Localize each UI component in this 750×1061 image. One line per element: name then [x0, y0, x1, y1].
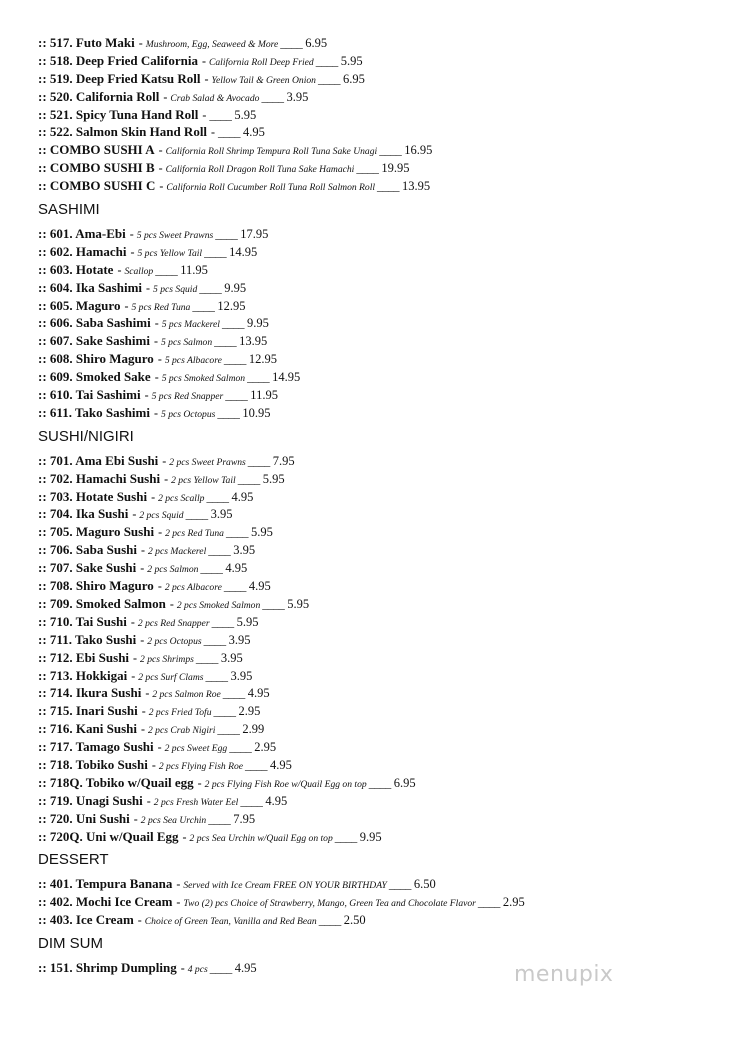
menu-item [38, 756, 738, 774]
item-name: :: 701. Ama Ebi Sushi [38, 452, 159, 468]
item-name: :: 607. Sake Sashimi [38, 333, 150, 349]
item-description: 5 pcs Red Tuna [131, 301, 191, 313]
price-leader: ____ [317, 71, 340, 86]
item-description: 5 pcs Albacore [164, 355, 222, 367]
item-name: :: 706. Saba Sushi [38, 542, 137, 558]
menu-item [38, 123, 738, 141]
menu-item [38, 631, 738, 649]
item-price: 10.95 [242, 405, 271, 420]
item-separator: - [154, 405, 158, 420]
item-price: 17.95 [240, 227, 269, 242]
item-description: Crab Salad & Avocado [170, 92, 260, 104]
item-price: 16.95 [404, 143, 433, 158]
menu-item [38, 875, 738, 893]
price-leader: ____ [185, 507, 208, 522]
menu-item [38, 368, 738, 386]
item-separator: - [180, 961, 185, 976]
item-separator: - [201, 53, 206, 68]
menu-item [38, 893, 738, 911]
item-price: 3.95 [220, 650, 243, 665]
item-separator: - [129, 227, 134, 242]
price-leader: ____ [240, 793, 263, 808]
price-leader: ____ [217, 722, 240, 737]
item-name: :: 720. Uni Sushi [38, 810, 130, 826]
item-price: 4.95 [247, 686, 270, 701]
item-separator: - [144, 388, 149, 403]
item-price: 14.95 [229, 244, 258, 259]
section-heading: SASHIMI [38, 201, 100, 219]
item-description: 2 pcs Sea Urchin [140, 814, 207, 826]
menu-item [38, 297, 738, 315]
menu-item [38, 404, 738, 422]
price-leader: ____ [199, 280, 222, 295]
item-name: :: COMBO SUSHI A [38, 142, 155, 158]
item-price: 6.95 [342, 71, 365, 86]
item-description: Served with Ice Cream FREE ON YOUR BIRTHDAY [183, 880, 387, 892]
price-leader: ____ [203, 632, 226, 647]
item-description: 2 pcs Shrimps [140, 653, 194, 665]
item-price: 11.95 [250, 388, 278, 403]
item-name: :: 521. Spicy Tuna Hand Roll [38, 106, 199, 122]
item-price: 2.50 [343, 913, 366, 928]
item-description: 2 pcs Squid [139, 510, 184, 522]
item-price: 5.95 [262, 471, 285, 486]
menu-item [38, 243, 738, 261]
menu-item [38, 523, 738, 541]
item-separator: - [137, 913, 142, 928]
menu-item [38, 225, 738, 243]
item-price: 5.95 [234, 107, 257, 122]
item-price: 7.95 [233, 811, 256, 826]
item-separator: - [154, 316, 159, 331]
item-name: :: 708. Shiro Maguro [38, 578, 154, 594]
price-leader: ____ [334, 829, 357, 844]
menu-item [38, 70, 738, 88]
price-leader: ____ [379, 143, 402, 158]
item-separator: - [153, 334, 158, 349]
item-description: 5 pcs Sweet Prawns [136, 230, 214, 242]
menu-item [38, 488, 738, 506]
menu-item [38, 177, 738, 195]
item-name: :: 720Q. Uni w/Quail Egg [38, 828, 179, 844]
item-description: 2 pcs Smoked Salmon [176, 599, 261, 611]
item-price: 4.95 [234, 961, 257, 976]
menu-item [38, 452, 738, 470]
menu-item [38, 810, 738, 828]
item-separator: - [157, 352, 162, 367]
item-description: 2 pcs Mackerel [147, 546, 207, 558]
item-description: Mushroom, Egg, Seaweed & More [145, 39, 279, 50]
item-price: 3.95 [228, 632, 251, 647]
item-description: 2 pcs Red Tuna [165, 528, 224, 540]
item-price: 3.95 [233, 543, 256, 558]
item-description: 2 pcs Flying Fish Roe [158, 760, 244, 772]
item-name: :: 704. Ika Sushi [38, 506, 129, 522]
price-leader: ____ [247, 370, 270, 385]
menu-item [38, 649, 738, 667]
item-name: :: 717. Tamago Sushi [38, 739, 154, 755]
item-name: :: 709. Smoked Salmon [38, 595, 166, 611]
price-leader: ____ [214, 334, 237, 349]
item-name: :: 719. Unagi Sushi [38, 792, 143, 808]
item-separator: - [132, 507, 137, 522]
section-heading: DESSERT [38, 851, 109, 869]
price-leader: ____ [245, 757, 268, 772]
item-description: Choice of Green Tean, Vanilla and Red Bean [144, 916, 317, 928]
menu-item [38, 720, 738, 738]
item-price: 6.95 [393, 775, 416, 790]
item-separator: - [133, 650, 138, 665]
item-name: :: 609. Smoked Sake [38, 369, 151, 385]
menu-item [38, 774, 738, 792]
item-separator: - [162, 453, 167, 468]
item-price: 3.95 [210, 507, 233, 522]
item-separator: - [117, 262, 122, 277]
item-price: 4.95 [265, 793, 288, 808]
item-price: 2.95 [254, 740, 277, 755]
item-name: :: 703. Hotate Sushi [38, 488, 148, 504]
item-description: 2 pcs Fried Tofu [148, 707, 212, 719]
menu-item [38, 88, 738, 106]
item-separator: - [176, 877, 181, 892]
item-name: :: 401. Tempura Banana [38, 876, 173, 892]
item-price: 12.95 [217, 298, 246, 313]
menu-item [38, 959, 738, 977]
item-name: :: 606. Saba Sashimi [38, 315, 151, 331]
item-name: :: 403. Ice Cream [38, 912, 134, 928]
menu-item [38, 505, 738, 523]
item-description: Two (2) pcs Choice of Strawberry, Mango, Green Tea and Chocolate Flavor [183, 898, 476, 910]
price-leader: ____ [208, 543, 231, 558]
price-leader: ____ [477, 895, 500, 910]
section-heading: DIM SUM [38, 935, 103, 953]
item-price: 5.95 [236, 614, 259, 629]
item-description: 2 pcs Salmon Roe [152, 689, 221, 701]
item-price: 2.95 [238, 704, 261, 719]
item-separator: - [140, 543, 145, 558]
price-leader: ____ [218, 125, 241, 140]
menu-item [38, 541, 738, 559]
item-price: 3.95 [286, 89, 309, 104]
item-description: 2 pcs Sea Urchin w/Quail Egg on top [189, 832, 333, 844]
price-leader: ____ [206, 489, 229, 504]
price-leader: ____ [205, 668, 228, 683]
item-description: 5 pcs Smoked Salmon [161, 373, 246, 385]
item-price: 7.95 [272, 453, 295, 468]
item-name: :: 520. California Roll [38, 88, 160, 104]
item-name: :: COMBO SUSHI C [38, 178, 156, 194]
menupix-watermark: menupix [514, 962, 614, 987]
item-separator: - [202, 107, 207, 122]
price-leader: ____ [377, 179, 400, 194]
price-leader: ____ [225, 525, 248, 540]
item-name: :: 710. Tai Sushi [38, 613, 127, 629]
price-leader: ____ [217, 405, 240, 420]
item-separator: - [140, 722, 145, 737]
item-separator: - [164, 471, 169, 486]
item-price: 2.99 [242, 722, 265, 737]
item-name: :: 602. Hamachi [38, 243, 127, 259]
item-name: :: 712. Ebi Sushi [38, 649, 130, 665]
item-price: 3.95 [230, 668, 253, 683]
item-name: :: 517. Futo Maki [38, 35, 135, 50]
item-separator: - [124, 298, 129, 313]
item-price: 9.95 [359, 829, 382, 844]
price-leader: ____ [215, 227, 238, 242]
price-leader: ____ [155, 262, 178, 277]
item-separator: - [159, 179, 164, 194]
menu-item [38, 386, 738, 404]
menu-item [38, 314, 738, 332]
item-price: 9.95 [246, 316, 269, 331]
item-name: :: 714. Ikura Sushi [38, 685, 142, 701]
price-leader: ____ [200, 561, 223, 576]
item-description: 5 pcs Salmon [160, 337, 213, 349]
item-separator: - [176, 895, 181, 910]
item-price: 12.95 [248, 352, 277, 367]
price-leader: ____ [229, 740, 252, 755]
item-separator: - [169, 596, 174, 611]
menu-item [38, 470, 738, 488]
item-separator: - [211, 125, 216, 140]
price-leader: ____ [223, 579, 246, 594]
item-name: :: 716. Kani Sushi [38, 721, 137, 737]
item-separator: - [140, 632, 145, 647]
item-price: 13.95 [239, 334, 268, 349]
menu-item [38, 738, 738, 756]
price-leader: ____ [213, 704, 236, 719]
item-description: 5 pcs Yellow Tail [137, 247, 203, 259]
item-price: 5.95 [340, 53, 363, 68]
item-separator: - [140, 561, 145, 576]
item-separator: - [130, 614, 135, 629]
item-price: 11.95 [180, 262, 208, 277]
item-description: 2 pcs Red Snapper [137, 617, 210, 629]
item-separator: - [146, 793, 151, 808]
menu-item [38, 684, 738, 702]
item-name: :: 610. Tai Sashimi [38, 387, 141, 403]
item-separator: - [158, 161, 163, 176]
item-name: :: 522. Salmon Skin Hand Roll [38, 124, 208, 140]
item-name: :: 707. Sake Sushi [38, 560, 137, 576]
item-separator: - [151, 489, 156, 504]
price-leader: ____ [211, 614, 234, 629]
menu-item [38, 279, 738, 297]
item-description: 2 pcs Scallp [158, 492, 205, 504]
item-name: :: 603. Hotate [38, 261, 114, 277]
item-price: 5.95 [250, 525, 273, 540]
item-separator: - [157, 740, 162, 755]
item-description: California Roll Deep Fried [208, 56, 314, 68]
item-separator: - [158, 143, 163, 158]
item-description: 2 pcs Crab Nigiri [147, 725, 216, 737]
item-price: 4.95 [231, 489, 254, 504]
menu-item [38, 332, 738, 350]
item-name: :: 605. Maguro [38, 297, 121, 313]
price-leader: ____ [315, 53, 338, 68]
item-description: Yellow Tail & Green Onion [211, 74, 316, 86]
item-separator: - [158, 525, 163, 540]
item-description: Scallop [124, 265, 154, 277]
item-price: 19.95 [381, 161, 410, 176]
price-leader: ____ [221, 316, 244, 331]
item-price: 13.95 [402, 179, 431, 194]
price-leader: ____ [356, 161, 379, 176]
item-description: 2 pcs Fresh Water Eel [153, 796, 239, 808]
item-description: 2 pcs Yellow Tail [171, 474, 236, 486]
price-leader: ____ [192, 298, 215, 313]
price-leader: ____ [262, 596, 285, 611]
item-description: 5 pcs Squid [153, 283, 198, 295]
item-separator: - [154, 370, 159, 385]
item-description: California Roll Dragon Roll Tuna Sake Hamachi [165, 164, 355, 176]
menu-item [38, 141, 738, 159]
price-leader: ____ [204, 244, 227, 259]
menu-item [38, 667, 738, 685]
item-description: 2 pcs Flying Fish Roe w/Quail Egg on top [204, 778, 367, 790]
menu-item [38, 702, 738, 720]
item-name: :: 519. Deep Fried Katsu Roll [38, 70, 201, 86]
menu-item [38, 106, 738, 124]
item-separator: - [131, 668, 136, 683]
menu-item [38, 350, 738, 368]
item-description: 2 pcs Surf Clams [138, 671, 204, 683]
item-separator: - [146, 280, 151, 295]
menu-page [38, 34, 738, 977]
item-description: 2 pcs Salmon [147, 564, 199, 576]
item-price: 4.95 [270, 757, 292, 772]
price-leader: ____ [195, 650, 218, 665]
item-price: 4.95 [248, 579, 271, 594]
item-description: 5 pcs Mackerel [161, 319, 220, 331]
item-description: 5 pcs Octopus [161, 408, 216, 420]
menu-item [38, 613, 738, 631]
price-leader: ____ [280, 36, 303, 50]
item-description: 2 pcs Sweet Egg [164, 743, 228, 755]
item-name: :: 711. Tako Sushi [38, 631, 137, 647]
item-separator: - [197, 775, 202, 790]
item-name: :: 702. Hamachi Sushi [38, 470, 161, 486]
price-leader: ____ [209, 107, 232, 122]
menu-item [38, 911, 738, 929]
section-heading: SUSHI/NIGIRI [38, 427, 134, 445]
item-separator: - [151, 757, 156, 772]
item-name: :: 705. Maguro Sushi [38, 524, 155, 540]
item-description: California Roll Shrimp Tempura Roll Tuna Sake Unagi [165, 146, 378, 158]
item-price: 9.95 [224, 280, 247, 295]
item-name: :: 718Q. Tobiko w/Quail egg [38, 774, 194, 790]
menu-item [38, 792, 738, 810]
menu-item [38, 261, 738, 279]
price-leader: ____ [208, 811, 231, 826]
price-leader: ____ [223, 352, 246, 367]
item-price: 2.95 [502, 895, 525, 910]
menu-item [38, 595, 738, 613]
item-description: 2 pcs Sweet Prawns [169, 456, 246, 468]
item-description: 2 pcs Albacore [164, 582, 222, 594]
menu-item [38, 52, 738, 70]
item-name: :: 608. Shiro Maguro [38, 351, 154, 367]
item-price: 6.95 [305, 36, 328, 50]
menu-item [38, 828, 738, 846]
item-price: 4.95 [243, 125, 265, 140]
item-separator: - [133, 811, 138, 826]
item-price: 5.95 [287, 596, 310, 611]
item-separator: - [141, 704, 146, 719]
item-name: :: 402. Mochi Ice Cream [38, 894, 173, 910]
item-description: 4 pcs [187, 964, 208, 976]
item-separator: - [145, 686, 150, 701]
item-description: 5 pcs Red Snapper [151, 391, 224, 403]
menu-item [38, 577, 738, 595]
item-price: 14.95 [272, 370, 301, 385]
item-name: :: 713. Hokkigai [38, 667, 128, 683]
item-name: :: 151. Shrimp Dumpling [38, 960, 177, 976]
item-name: :: 518. Deep Fried California [38, 52, 198, 68]
item-price: 4.95 [225, 561, 248, 576]
menu-item [38, 159, 738, 177]
price-leader: ____ [247, 453, 270, 468]
item-separator: - [182, 829, 187, 844]
item-name: :: 718. Tobiko Sushi [38, 756, 148, 772]
item-name: :: 611. Tako Sashimi [38, 404, 150, 420]
item-description: 2 pcs Octopus [147, 635, 202, 647]
item-separator: - [157, 579, 162, 594]
price-leader: ____ [225, 388, 248, 403]
item-description: California Roll Cucumber Roll Tuna Roll Salmon Roll [166, 182, 376, 194]
item-separator: - [130, 244, 135, 259]
item-separator: - [138, 36, 143, 50]
item-name: :: 604. Ika Sashimi [38, 279, 143, 295]
item-price: 6.50 [413, 877, 436, 892]
price-leader: ____ [368, 775, 391, 790]
price-leader: ____ [209, 961, 232, 976]
price-leader: ____ [388, 877, 411, 892]
item-separator: - [204, 71, 209, 86]
price-leader: ____ [237, 471, 260, 486]
price-leader: ____ [222, 686, 245, 701]
menu-item [38, 34, 738, 52]
item-name: :: 715. Inari Sushi [38, 703, 138, 719]
menu-item [38, 559, 738, 577]
item-separator: - [163, 89, 168, 104]
item-name: :: 601. Ama-Ebi [38, 226, 126, 242]
price-leader: ____ [318, 913, 341, 928]
item-name: :: COMBO SUSHI B [38, 160, 155, 176]
price-leader: ____ [261, 89, 284, 104]
